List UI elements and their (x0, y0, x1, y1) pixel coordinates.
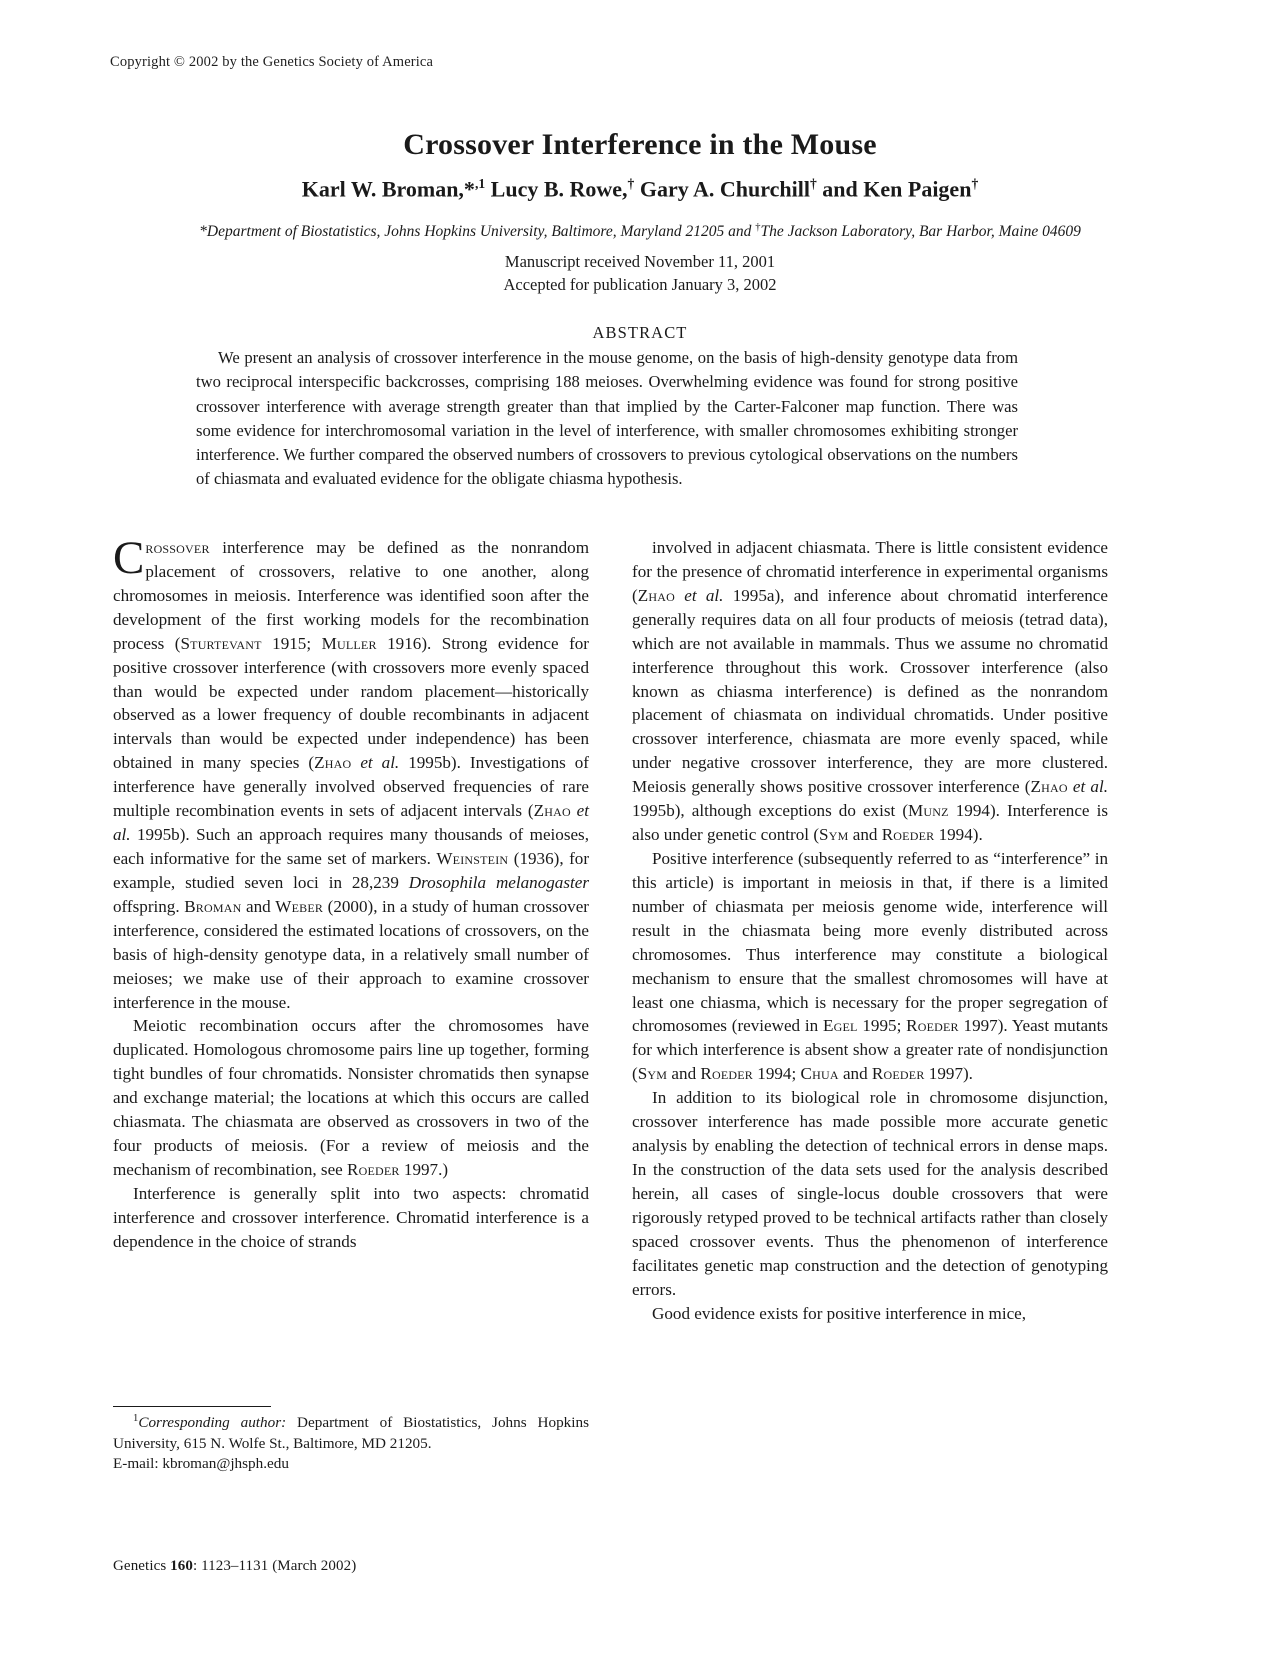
drop-cap: C (113, 532, 145, 584)
body-paragraph: involved in adjacent chiasmata. There is little consistent evidence for the presence of chromatid interference in experimental organisms (Zhao et al. 1995a), and inference about chromatid interference generally requires data on all four products of meiosis (tetrad data), which are not available in mammals. Thus we assume no chromatid interference throughout this work. Crossover interference (also known as chiasma interference) is defined as the nonrandom placement of chiasmata on individual chromatids. Under positive crossover interference, chiasmata are more evenly spaced, while under negative crossover interference, they are more clustered. Meiosis generally shows positive crossover interference (Zhao et al. 1995b), although exceptions do exist (Munz 1994). Interference is also under genetic control (Sym and Roeder 1994). (632, 538, 1108, 845)
footnote-block (113, 1412, 589, 1475)
manuscript-accepted: Accepted for publication January 3, 2002 (503, 275, 777, 295)
body-column-left (113, 532, 590, 1254)
body-paragraph: In addition to its biological role in chromosome disjunction, crossover interference has made possible more accurate genetic analysis by enabling the detection of technical errors in dense maps. In the construction of the data sets used for the analysis described herein, all cases of single-locus double crossovers that were rigorously retyped proved to be technical artifacts rather than closely spaced crossover events. Thus the phenomenon of interference facilitates genetic map construction and the detection of genotyping errors. (632, 1088, 1108, 1299)
body-paragraph: Crossover interference may be defined as the nonrandom placement of crossovers, relative to one another, along chromosomes in meiosis. Interference was identified soon after the development of the first working models for the recombination process (Sturtevant 1915; Muller 1916). Strong evidence for positive crossover interference (with crossovers more evenly spaced than would be expected under random placement—historically observed as a lower frequency of double recombinants in adjacent intervals than would be expected under independence) has been obtained in many species (Zhao et al. 1995b). Investigations of interference have generally involved observed frequencies of rare multiple recombination events in sets of adjacent intervals (Zhao et al. 1995b). Such an approach requires many thousands of meioses, each informative for the same set of markers. Weinstein (1936), for example, studied seven loci in 28,239 Drosophila melanogaster offspring. Broman and Weber (2000), in a study of human crossover interference, considered the estimated locations of crossovers, on the basis of high-density genotype data, in a relatively small number of meioses; we make use of their approach to examine crossover interference in the mouse. (113, 532, 590, 1012)
journal-name: Genetics (113, 1558, 167, 1574)
manuscript-dates (0, 250, 1280, 297)
body-paragraph: Good evidence exists for positive interference in mice, (652, 1303, 1027, 1323)
affiliation-line: *Department of Biostatistics, Johns Hopkins University, Baltimore, Maryland 21205 and †The Jackson Laboratory, Bar Harbor, Maine 04609 (199, 222, 1081, 241)
journal-pages: : 1123–1131 (March 2002) (192, 1558, 357, 1574)
journal-volume: 160 (170, 1558, 193, 1574)
manuscript-received: Manuscript received November 11, 2001 (504, 252, 776, 271)
abstract-heading: ABSTRACT (592, 323, 688, 342)
corresponding-author-email: E-mail: kbroman@jhsph.edu (113, 1455, 289, 1473)
copyright-line: Copyright © 2002 by the Genetics Society of America (110, 54, 434, 70)
body-paragraph: Interference is generally split into two aspects: chromatid interference and crossover interference. Chromatid interference is a dependence in the choice of strands (113, 1183, 589, 1251)
author-list: Karl W. Broman,*$^{,1}$ Lucy B. Rowe,† Gary A. Churchill† and Ken Paigen† (301, 176, 979, 202)
page-title: Crossover Interference in the Mouse (403, 128, 877, 162)
corresponding-author-note: $^1$Corresponding author: Department of Biostatistics, Johns Hopkins University, 615 N. Wolfe St., Baltimore, MD 21205. (113, 1413, 589, 1452)
body-paragraph: Meiotic recombination occurs after the chromosomes have duplicated. Homologous chromosome pairs line up together, forming tight bundles of four chromatids. Nonsister chromatids then synapse and exchange material; the locations at which this occurs are called chiasmata. The chiasmata are observed as crossovers in two of the four products of meiosis. (For a review of meiosis and the mechanism of recombination, see Roeder 1997.) (113, 1016, 589, 1179)
body-column-right (632, 536, 1108, 1325)
footnote-divider (113, 1406, 271, 1407)
abstract-text: We present an analysis of crossover interference in the mouse genome, on the basis of high-density genotype data from two reciprocal interspecific backcrosses, comprising 188 meioses. Overwhelming evidence was found for strong positive crossover interference with average strength greater than that implied by the Carter-Falconer map function. There was some evidence for interchromosomal variation in the level of interference, with smaller chromosomes exhibiting stronger interference. We further compared the observed numbers of crossovers to previous cytological observations on the numbers of chiasmata and evaluated evidence for the obligate chiasma hypothesis. (196, 348, 1018, 489)
page-footer-citation (113, 1558, 356, 1575)
body-paragraph: Positive interference (subsequently referred to as “interference” in this article) is important in meiosis in that, if there is a limited number of chiasmata per meiosis genome wide, interference will result in the chiasmata being more evenly distributed across chromosomes. Thus interference may constitute a biological mechanism to ensure that the smallest chromosomes will have at least one chiasma, which is necessary for the proper segregation of chromosomes (reviewed in Egel 1995; Roeder 1997). Yeast mutants for which interference is absent show a greater rate of nondisjunction (Sym and Roeder 1994; Chua and Roeder 1997). (632, 848, 1108, 1084)
